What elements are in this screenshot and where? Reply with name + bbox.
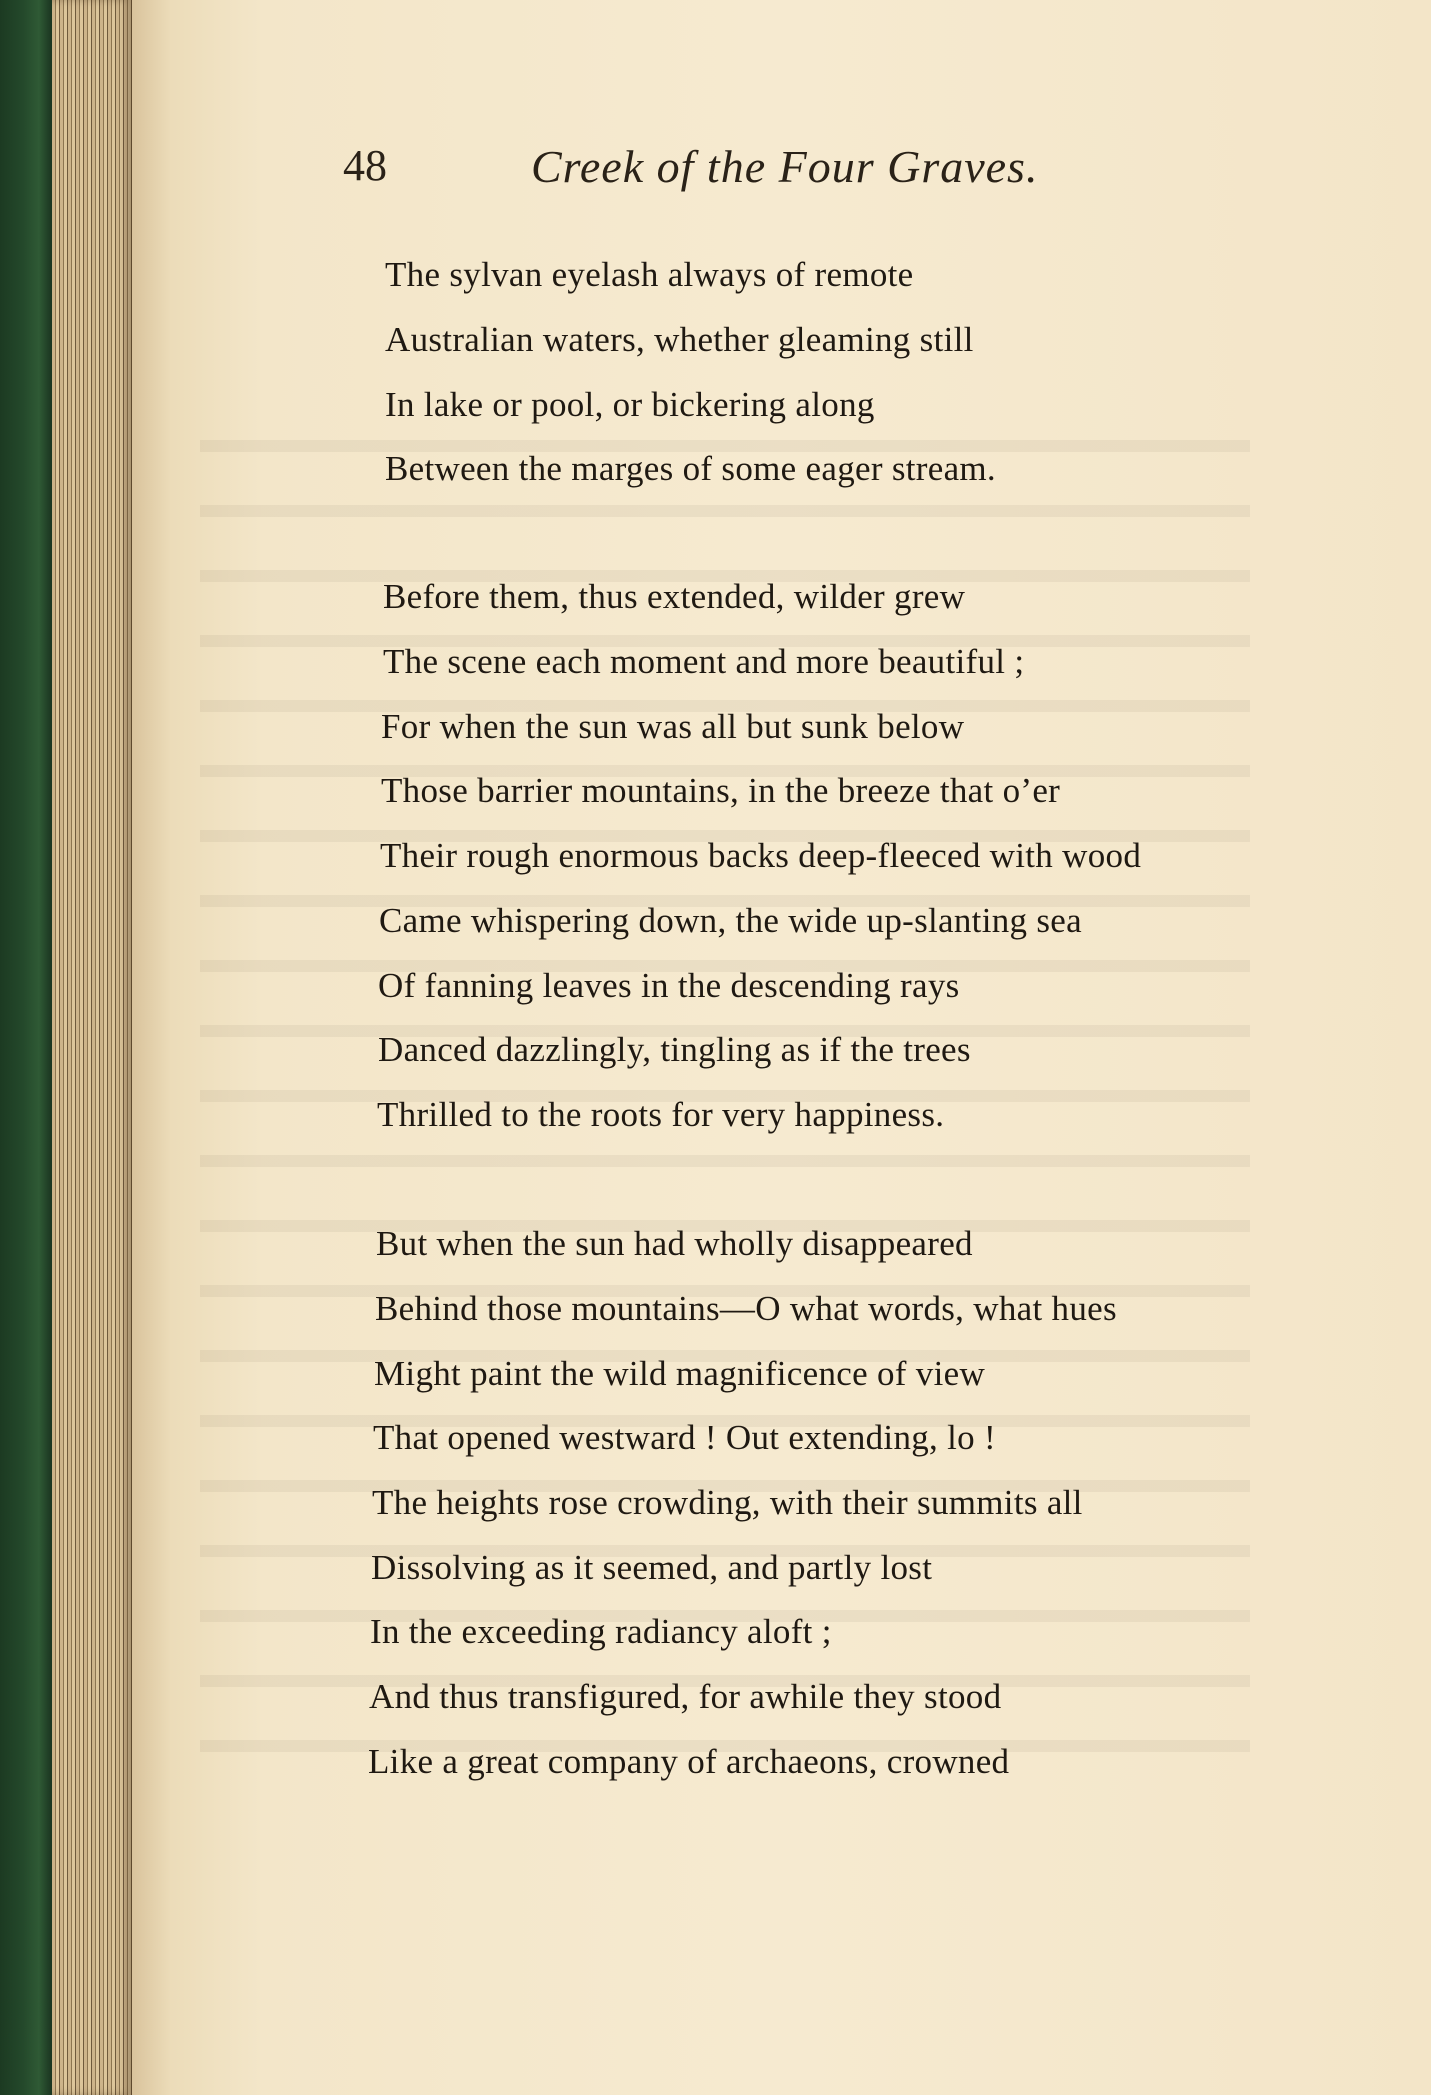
poem-line: The heights rose crowding, with their summits all [372,1483,1083,1522]
poem-line: Behind those mountains—O what words, what hues [375,1289,1117,1328]
poem-line: But when the sun had wholly disappeared [376,1224,973,1263]
page-number: 48 [343,141,387,190]
poem-line: For when the sun was all but sunk below [381,707,965,746]
poem-line: Australian waters, whether gleaming still [385,320,974,359]
page-edges [52,0,132,2095]
poem-line: Their rough enormous backs deep-fleeced with wood [380,836,1142,875]
poem-line: Might paint the wild magnificence of view [374,1354,986,1393]
poem-line: Came whispering down, the wide up-slanting sea [379,901,1082,940]
running-head: Creek of the Four Graves. [531,141,1039,192]
poem-line: Of fanning leaves in the descending rays [378,966,960,1005]
poem-line: In the exceeding radiancy aloft ; [370,1612,832,1651]
poem-line: Danced dazzlingly, tingling as if the trees [378,1030,971,1069]
book-cover-binding [0,0,52,2095]
poem-line: Between the marges of some eager stream. [385,449,996,488]
poem-line: Before them, thus extended, wilder grew [383,577,966,616]
poem-line: That opened westward ! Out extending, lo ! [373,1418,996,1457]
poem-line: The scene each moment and more beautiful ; [383,642,1025,681]
poem-line: The sylvan eyelash always of remote [385,255,914,294]
poem-line: And thus transfigured, for awhile they stood [369,1677,1002,1716]
poem-line: Thrilled to the roots for very happiness. [377,1095,945,1134]
poem-line: Those barrier mountains, in the breeze that o’er [381,771,1061,810]
poem-line: In lake or pool, or bickering along [385,385,875,424]
poem-line: Like a great company of archaeons, crowned [368,1742,1010,1781]
poem-line: Dissolving as it seemed, and partly lost [371,1548,933,1587]
page-header [343,140,1243,210]
